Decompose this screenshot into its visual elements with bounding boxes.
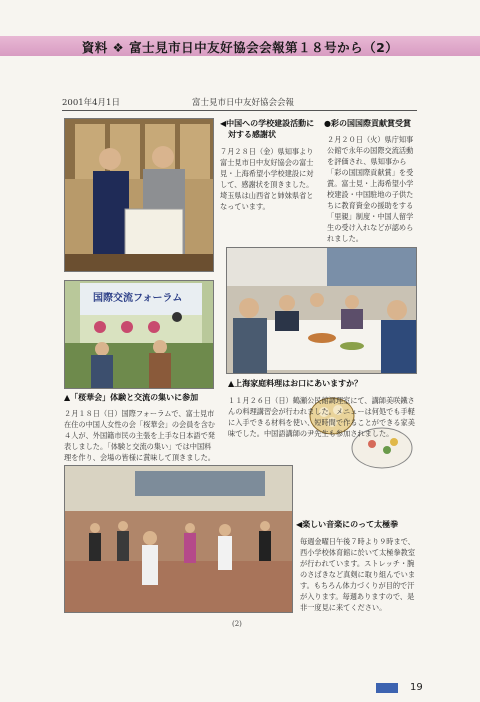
- newsletter-date: 2001年4月1日: [62, 98, 120, 108]
- forum-photo: [64, 280, 214, 389]
- award-photo: [64, 118, 214, 272]
- award-title: ●彩の国国際貢献賞受賞: [324, 119, 411, 128]
- taichi-body: 毎週金曜日午後７時より９時まで、西小学校体育館に於いて太極拳教室が行われています。ストレッチ・腕のさばきなど真剣に取り組んでいます。もちろん体力づくりが目的で汗が入ります。毎週ありますので、是非一度見に来てください。: [300, 537, 416, 612]
- cooking-title: ▲上海家庭料理はお口にあいますか？: [228, 379, 363, 388]
- header-rule: [62, 110, 417, 111]
- award-body: ２月２０日（火）県庁知事公館で永年の国際交流活動を評価され、県知事から「彩の国国際貢献賞」を受賞。富士見・上海希望小学校建設・中国駐地の子供たちに教育資金の援助をする「里親」制度・中国人留学生の受け入れなどが認められました。: [327, 135, 414, 243]
- forum-banner-text: 国際交流フォーラム: [93, 293, 183, 304]
- taichi-photo: [64, 465, 293, 613]
- forum-body: ２月１８日（日）国際フォーラムで、富士見市在住の中国人女性の会「桜華会」の会員を含む４人が、外国籍市民の主張を上手な日本語で発表しました。「体験と交流の集い」では中国料理を作り、会場の皆様に賞味して頂きました。: [64, 409, 215, 462]
- cooking-photo: [226, 247, 417, 374]
- page-number: 19: [410, 682, 423, 693]
- taichi-title: ◀楽しい音楽にのって太極拳: [296, 520, 399, 529]
- page-title: 資料 ❖ 富士見市日中友好協会会報第１８号から（2）: [81, 40, 399, 55]
- school-support-title: ◀中国への学校建設活動に 対する感謝状: [220, 119, 315, 139]
- forum-title: ▲「桜華会」体験と交流の集いに参加: [64, 393, 199, 402]
- page-label: (2): [232, 620, 242, 628]
- newsletter-publisher: 富士見市日中友好協会会報: [192, 98, 295, 108]
- cooking-body: １１月２６日（日）鶴瀬公民館調理室にて、講師美咲鐵さんの料理講習会が行われました。メニューは何処でも手軽に入手できる材料を使い、短時間で作ることができる家美味でした。中国語講師の尹先生も参加されました。: [228, 396, 415, 438]
- page-tab-marker: [376, 683, 398, 693]
- school-support-body: ７月２８日（金）県知事より富士見市日中友好協会の富士見・上海希望小学校建設に対して、感謝状を頂きました。埼玉県は山西省と姉妹県省となっています。: [220, 147, 314, 211]
